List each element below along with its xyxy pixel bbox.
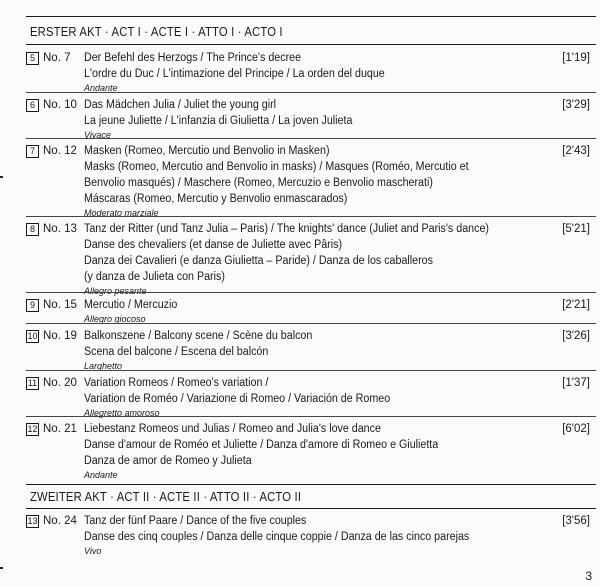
track-entry	[26, 297, 596, 323]
track-entry	[26, 50, 596, 92]
tempo-marking: Vivo	[84, 546, 102, 556]
title-line: Danse d'amour de Roméo et Juliette / Danza d'amore di Romeo e Giulietta	[84, 439, 439, 451]
number-label: No. 24	[43, 515, 77, 527]
duration: [3'56]	[562, 515, 590, 527]
tempo-marking: Allegretto amoroso	[84, 408, 160, 418]
number-label: No. 19	[43, 330, 77, 342]
track-number: 6	[26, 99, 39, 112]
track-number: 12	[27, 424, 38, 434]
title-line: Benvolio masqués) / Maschere (Romeo, Mercuzio e Benvolio mascherati)	[84, 177, 433, 189]
track-number: 5	[26, 52, 39, 65]
title-line: Variation de Roméo / Variazione di Romeo / Variación de Romeo	[84, 393, 391, 405]
title-line: Scena del balcone / Escena del balcón	[84, 346, 269, 358]
track-number: 13	[27, 516, 38, 526]
page-number: 3	[585, 569, 592, 583]
top-rule	[26, 16, 596, 17]
act-2-top-rule	[26, 484, 596, 485]
tempo-marking: Andante	[84, 83, 118, 93]
track-entry	[26, 97, 596, 140]
duration: [1'19]	[562, 52, 590, 64]
number-label: No. 7	[43, 52, 71, 64]
track-number: 10	[27, 331, 38, 341]
title-line: La jeune Juliette / L'infanzia di Giulietta / La joven Julieta	[84, 115, 353, 127]
title-line: Mercutio / Mercuzio	[84, 299, 178, 311]
title-line: Balkonszene / Balcony scene / Scène du balcon	[84, 330, 313, 342]
number-label: No. 10	[43, 99, 77, 111]
divider	[26, 216, 596, 217]
title-line: Danza de amor de Romeo y Julieta	[84, 455, 252, 467]
act-2-rule	[26, 508, 596, 509]
number-label: No. 12	[43, 145, 77, 157]
duration: [2'21]	[562, 299, 590, 311]
act-1-rule	[26, 44, 596, 45]
title-line: Das Mädchen Julia / Juliet the young girl	[84, 99, 277, 111]
title-line: (y danza de Julieta con Paris)	[84, 271, 225, 283]
title-line: Masks (Romeo, Mercutio and Benvolio in masks) / Masques (Roméo, Mercutio et	[84, 161, 469, 173]
number-label: No. 15	[43, 299, 77, 311]
act-title-2: ZWEITER AKT · ACT II · ACTE II · ATTO II · ACTO II	[30, 490, 302, 504]
title-line: Liebestanz Romeos und Julias / Romeo and Julia's love dance	[84, 423, 381, 435]
duration: [6'02]	[562, 423, 590, 435]
track-entry	[26, 221, 596, 296]
divider	[26, 323, 596, 324]
divider	[26, 92, 596, 93]
divider	[26, 292, 596, 293]
divider	[26, 370, 596, 371]
track-number: 7	[26, 145, 39, 158]
title-line: Danse des cinq couples / Danza delle cinque coppie / Danza de las cinco parejas	[84, 531, 470, 543]
track-entry	[26, 513, 596, 555]
tempo-marking: Allegro giocoso	[84, 314, 146, 324]
duration: [3'26]	[562, 330, 590, 342]
title-line: Der Befehl des Herzogs / The Prince's decree	[84, 52, 302, 64]
tempo-marking: Larghetto	[84, 361, 123, 371]
track-entry	[26, 421, 596, 479]
track-number: 9	[26, 299, 39, 312]
title-line: Danse des chevaliers (et danse de Juliette avec Pâris)	[84, 239, 343, 251]
title-line: Tanz der fünf Paare / Dance of the five couples	[84, 515, 307, 527]
number-label: No. 13	[43, 223, 77, 235]
divider	[26, 416, 596, 417]
edge-mark	[0, 567, 3, 569]
tempo-marking: Allegro pesante	[84, 286, 147, 296]
edge-mark	[0, 176, 3, 178]
title-line: L'ordre du Duc / L'intimazione del Principe / La orden del duque	[84, 68, 385, 80]
tempo-marking: Vivace	[84, 130, 111, 140]
duration: [3'29]	[562, 99, 590, 111]
title-line: Máscaras (Romeo, Mercutio y Benvolio enmascarados)	[84, 193, 348, 205]
title-line: Danza dei Cavalieri (e danza Giulietta – Paride) / Danza de los caballeros	[84, 255, 433, 267]
number-label: No. 20	[43, 377, 77, 389]
title-line: Variation Romeos / Romeo's variation /	[84, 377, 269, 389]
track-number: 8	[26, 223, 39, 236]
duration: [5'21]	[562, 223, 590, 235]
duration: [2'43]	[562, 145, 590, 157]
tempo-marking: Andante	[84, 470, 118, 480]
track-number: 11	[27, 378, 38, 388]
title-line: Masken (Romeo, Mercutio und Benvolio in Masken)	[84, 145, 330, 157]
title-line: Tanz der Ritter (und Tanz Julia – Paris) / The knights' dance (Juliet and Paris's dance)	[84, 223, 489, 235]
act-title-1: ERSTER AKT · ACT I · ACTE I · ATTO I · ACTO I	[30, 25, 283, 39]
track-entry	[26, 328, 596, 370]
track-entry	[26, 143, 596, 218]
tempo-marking: Moderato marziale	[84, 208, 159, 218]
track-entry	[26, 375, 596, 418]
duration: [1'37]	[562, 377, 590, 389]
divider	[26, 138, 596, 139]
number-label: No. 21	[43, 423, 77, 435]
